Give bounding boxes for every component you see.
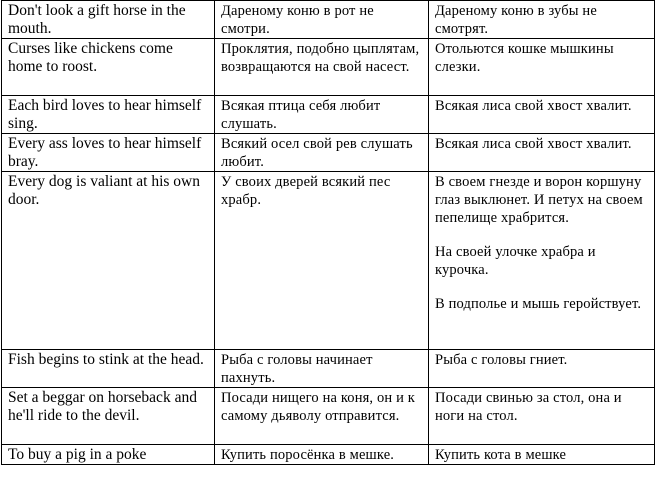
proverbs-table: [1, 0, 655, 465]
russian-equivalent-text: Купить кота в мешке: [435, 447, 567, 463]
russian-equivalent-text: Всякая лиса свой хвост хвалит.: [435, 136, 632, 152]
english-proverb-cell: Set a beggar on horseback and he'll ride to the devil.: [2, 388, 215, 445]
english-proverb-cell: Every ass loves to hear himself bray.: [2, 134, 215, 172]
russian-equivalent-cell: [429, 388, 655, 445]
literal-translation-cell: Посади нищего на коня, он и к самому дьяволу отправится.: [215, 388, 429, 445]
english-proverb-cell: Fish begins to stink at the head.: [2, 350, 215, 388]
russian-equivalent-cell: [429, 350, 655, 388]
table-row: [2, 96, 655, 134]
literal-translation-cell: Всякая птица себя любит слушать.: [215, 96, 429, 134]
russian-equivalent-cell: [429, 96, 655, 134]
russian-equivalent-cell: [429, 1, 655, 39]
english-proverb-cell: Each bird loves to hear himself sing.: [2, 96, 215, 134]
russian-equivalent-cell: [429, 445, 655, 465]
russian-equivalent-text: В подполье и мышь геройствует.: [435, 296, 642, 312]
table-row: [2, 388, 655, 445]
english-proverb-cell: To buy a pig in a poke: [2, 445, 215, 465]
literal-translation-cell: У своих дверей всякий пес храбр.: [215, 172, 429, 350]
literal-translation-cell: Купить поросёнка в мешке.: [215, 445, 429, 465]
russian-equivalent-text: Посади свинью за стол, она и ноги на стол.: [435, 390, 622, 424]
literal-translation-cell: Проклятия, подобно цыплятам, возвращаются на свой насест.: [215, 39, 429, 96]
russian-equivalent-text: В своем гнезде и ворон коршуну глаз выклюнет. И петух на своем пепелище храбрится.: [435, 174, 643, 226]
english-proverb-cell: Every dog is valiant at his own door.: [2, 172, 215, 350]
english-proverb-cell: Don't look a gift horse in the mouth.: [2, 1, 215, 39]
russian-equivalent-text: На своей улочке храбра и курочка.: [435, 244, 596, 278]
table-row: [2, 350, 655, 388]
russian-equivalent-text: Рыба с головы гниет.: [435, 352, 568, 368]
russian-equivalent-cell: [429, 134, 655, 172]
english-proverb-cell: Curses like chickens come home to roost.: [2, 39, 215, 96]
literal-translation-cell: Дареному коню в рот не смотри.: [215, 1, 429, 39]
literal-translation-cell: Всякий осел свой рев слушать любит.: [215, 134, 429, 172]
table-row: [2, 39, 655, 96]
russian-equivalent-cell: [429, 39, 655, 96]
russian-equivalent-cell: [429, 172, 655, 350]
table-row: [2, 172, 655, 350]
table-row: [2, 1, 655, 39]
russian-equivalent-text: Отольются кошке мышкины слезки.: [435, 41, 614, 75]
table-row: [2, 445, 655, 465]
table-row: [2, 134, 655, 172]
literal-translation-cell: Рыба с головы начинает пахнуть.: [215, 350, 429, 388]
russian-equivalent-text: Всякая лиса свой хвост хвалит.: [435, 98, 632, 114]
russian-equivalent-text: Дареному коню в зубы не смотрят.: [435, 3, 597, 37]
